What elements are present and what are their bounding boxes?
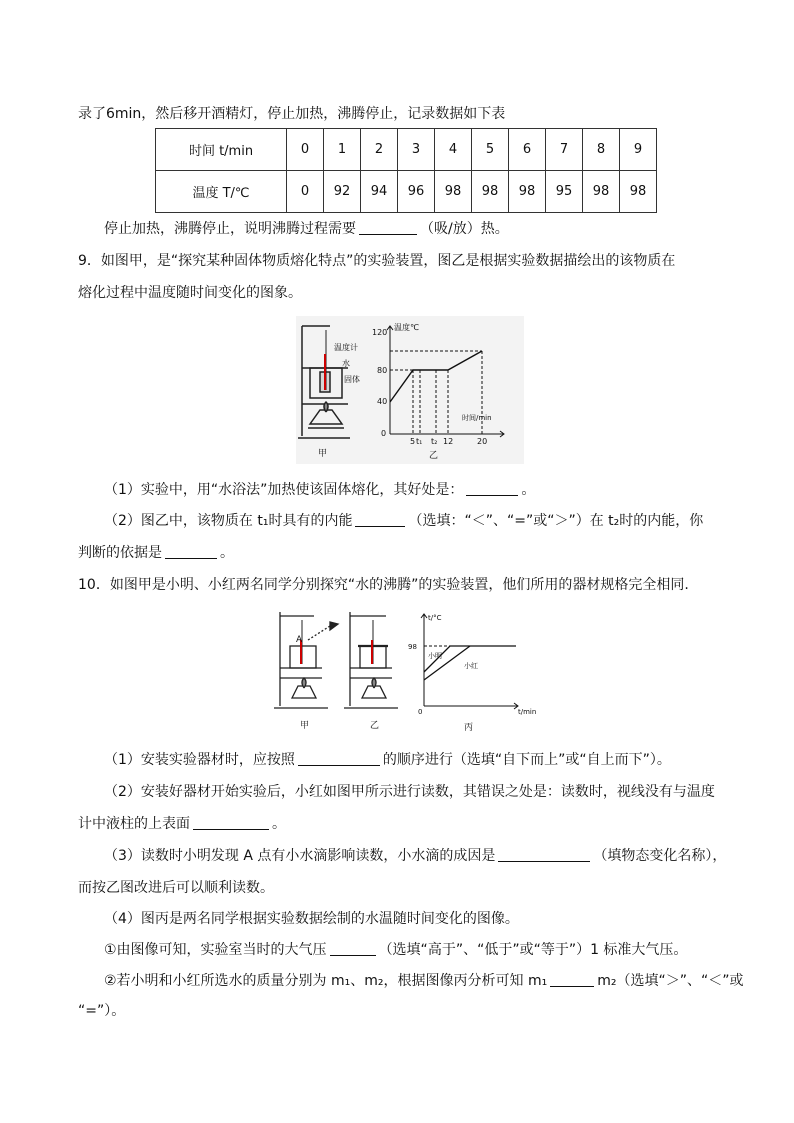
y-tick-98: 98 bbox=[408, 643, 417, 651]
table-cell: 94 bbox=[361, 171, 398, 213]
answer-blank[interactable] bbox=[298, 751, 380, 766]
x-axis-label: 时间/min bbox=[462, 414, 492, 422]
table-cell: 98 bbox=[509, 171, 546, 213]
table-cell: 95 bbox=[546, 171, 583, 213]
x-axis-label: t/min bbox=[518, 708, 537, 716]
answer-blank[interactable] bbox=[498, 847, 590, 862]
q10-sub1-pre: （1）安装实验器材时，应按照 bbox=[104, 752, 295, 768]
q9-sub1-post: 。 bbox=[521, 482, 536, 498]
q9-sub2-line2 bbox=[78, 543, 234, 563]
y-axis-label: t/°C bbox=[428, 614, 442, 622]
answer-blank[interactable] bbox=[359, 220, 417, 235]
q10-sub4b bbox=[104, 971, 743, 991]
q9-line1: 9．如图甲，是“探究某种固体物质熔化特点”的实验装置，图乙是根据实验数据描绘出的该物质在 bbox=[78, 253, 676, 269]
q9-sub2-line2-post: 。 bbox=[220, 545, 234, 561]
q10-sub2-line2 bbox=[78, 814, 286, 834]
point-a-label: A bbox=[296, 635, 303, 645]
answer-blank[interactable] bbox=[193, 815, 269, 830]
q10-sub2-line2-pre: 计中液柱的上表面 bbox=[78, 816, 190, 832]
q10-sub3-pre: （3）读数时小明发现 A 点有小水滴影响读数，小水滴的成因是 bbox=[104, 848, 496, 864]
q10-sub4b-line2: “=”）。 bbox=[78, 1003, 126, 1019]
q10-sub4a-post: （选填“高于”、“低于”或“等于”）1 标准大气压。 bbox=[378, 942, 688, 958]
q9-sub1-pre: （1）实验中，用“水浴法”加热使该固体熔化，其好处是： bbox=[104, 482, 464, 498]
q10-sub4a bbox=[104, 940, 687, 960]
solid-label: 固体 bbox=[344, 375, 360, 384]
table-cell: 6 bbox=[509, 129, 546, 171]
thermometer-label: 温度计 bbox=[334, 343, 358, 352]
temp-row-label: 温度 T/℃ bbox=[156, 171, 287, 213]
caption-yi: 乙 bbox=[370, 721, 380, 731]
x-tick: t₂ bbox=[431, 437, 438, 446]
q10-sub4b-post: m₂（选填“＞”、“＜”或 bbox=[597, 973, 744, 989]
q10-line1: 10．如图甲是小明、小红两名同学分别探究“水的沸腾”的实验装置，他们所用的器材规格完全相同. bbox=[78, 577, 689, 593]
y-tick: 0 bbox=[381, 429, 387, 438]
y-tick: 40 bbox=[377, 397, 388, 406]
table-row bbox=[156, 171, 657, 213]
series-hong-label: 小红 bbox=[464, 662, 478, 670]
table-cell: 7 bbox=[546, 129, 583, 171]
x-tick: 12 bbox=[443, 437, 454, 446]
table-cell: 0 bbox=[287, 171, 324, 213]
q10-sub3-line2: 而按乙图改进后可以顺利读数。 bbox=[78, 880, 274, 896]
caption-jia: 甲 bbox=[318, 449, 328, 459]
intro-line: 录了6min，然后移开酒精灯，停止加热，沸腾停止，记录数据如下表 bbox=[78, 106, 506, 122]
q10-sub1 bbox=[104, 750, 671, 770]
q10-sub4: （4）图丙是两名同学根据实验数据绘制的水温随时间变化的图像。 bbox=[104, 911, 519, 927]
caption-bing: 丙 bbox=[464, 723, 474, 733]
answer-blank[interactable] bbox=[355, 512, 405, 527]
table-cell: 98 bbox=[583, 171, 620, 213]
q10-sub4b-pre: ②若小明和小红所选水的质量分别为 m₁、m₂，根据图像丙分析可知 m₁ bbox=[104, 973, 548, 989]
y-tick: 80 bbox=[377, 366, 388, 375]
table-cell: 2 bbox=[361, 129, 398, 171]
q10-sub3-post: （填物态变化名称）， bbox=[593, 848, 727, 864]
boiling-apparatus-jia bbox=[274, 612, 338, 708]
answer-blank[interactable] bbox=[330, 941, 376, 956]
q9-sub1 bbox=[104, 480, 535, 500]
table-cell: 9 bbox=[620, 129, 657, 171]
table-row bbox=[156, 129, 657, 171]
time-row-label: 时间 t/min bbox=[156, 129, 287, 171]
table-cell: 98 bbox=[472, 171, 509, 213]
q10-sub4a-pre: ①由图像可知，实验室当时的大气压 bbox=[104, 942, 327, 958]
water-label: 水 bbox=[342, 359, 350, 368]
y-axis-label: 温度℃ bbox=[394, 323, 419, 332]
table-cell: 92 bbox=[324, 171, 361, 213]
table-cell: 0 bbox=[287, 129, 324, 171]
caption-jia: 甲 bbox=[300, 721, 310, 731]
y-tick: 120 bbox=[372, 328, 388, 337]
q9-sub2-mid: （选填：“＜”、“=”或“＞”）在 t₂时的内能，你 bbox=[408, 513, 704, 529]
q9-sub2-pre: （2）图乙中，该物质在 t₁时具有的内能 bbox=[104, 513, 353, 529]
table-cell: 96 bbox=[398, 171, 435, 213]
table-cell: 5 bbox=[472, 129, 509, 171]
after-table-pre: 停止加热，沸腾停止，说明沸腾过程需要 bbox=[104, 221, 356, 237]
x-tick: 20 bbox=[477, 437, 488, 446]
answer-blank[interactable] bbox=[550, 972, 594, 987]
q10-sub1-post: 的顺序进行（选填“自下而上”或“自上而下”）。 bbox=[382, 752, 671, 768]
answer-blank[interactable] bbox=[165, 544, 217, 559]
boiling-apparatus-yi bbox=[344, 612, 398, 708]
table-cell: 8 bbox=[583, 129, 620, 171]
table-cell: 4 bbox=[435, 129, 472, 171]
table-cell: 1 bbox=[324, 129, 361, 171]
q10-sub2-line2-post: 。 bbox=[272, 816, 286, 832]
after-table-post: （吸/放）热。 bbox=[420, 221, 509, 237]
x-tick: t₁ bbox=[416, 437, 423, 446]
table-cell: 98 bbox=[620, 171, 657, 213]
x-tick: 5 bbox=[410, 437, 416, 446]
origin-label: 0 bbox=[418, 708, 423, 716]
q10-sub3 bbox=[104, 846, 726, 866]
data-table bbox=[155, 128, 657, 213]
q10-figure bbox=[272, 606, 540, 736]
table-cell: 3 bbox=[398, 129, 435, 171]
q9-figure bbox=[296, 316, 524, 464]
answer-blank[interactable] bbox=[466, 481, 518, 496]
series-ming-label: 小明 bbox=[428, 652, 442, 660]
q10-sub2-line1: （2）安装好器材开始实验后，小红如图甲所示进行读数，其错误之处是：读数时，视线没有与温度 bbox=[104, 784, 715, 800]
q9-sub2 bbox=[104, 511, 703, 531]
q9-sub2-line2-pre: 判断的依据是 bbox=[78, 545, 162, 561]
after-table-line bbox=[104, 219, 509, 239]
table-cell: 98 bbox=[435, 171, 472, 213]
caption-yi: 乙 bbox=[429, 451, 439, 461]
q9-line2: 熔化过程中温度随时间变化的图象。 bbox=[78, 285, 302, 301]
